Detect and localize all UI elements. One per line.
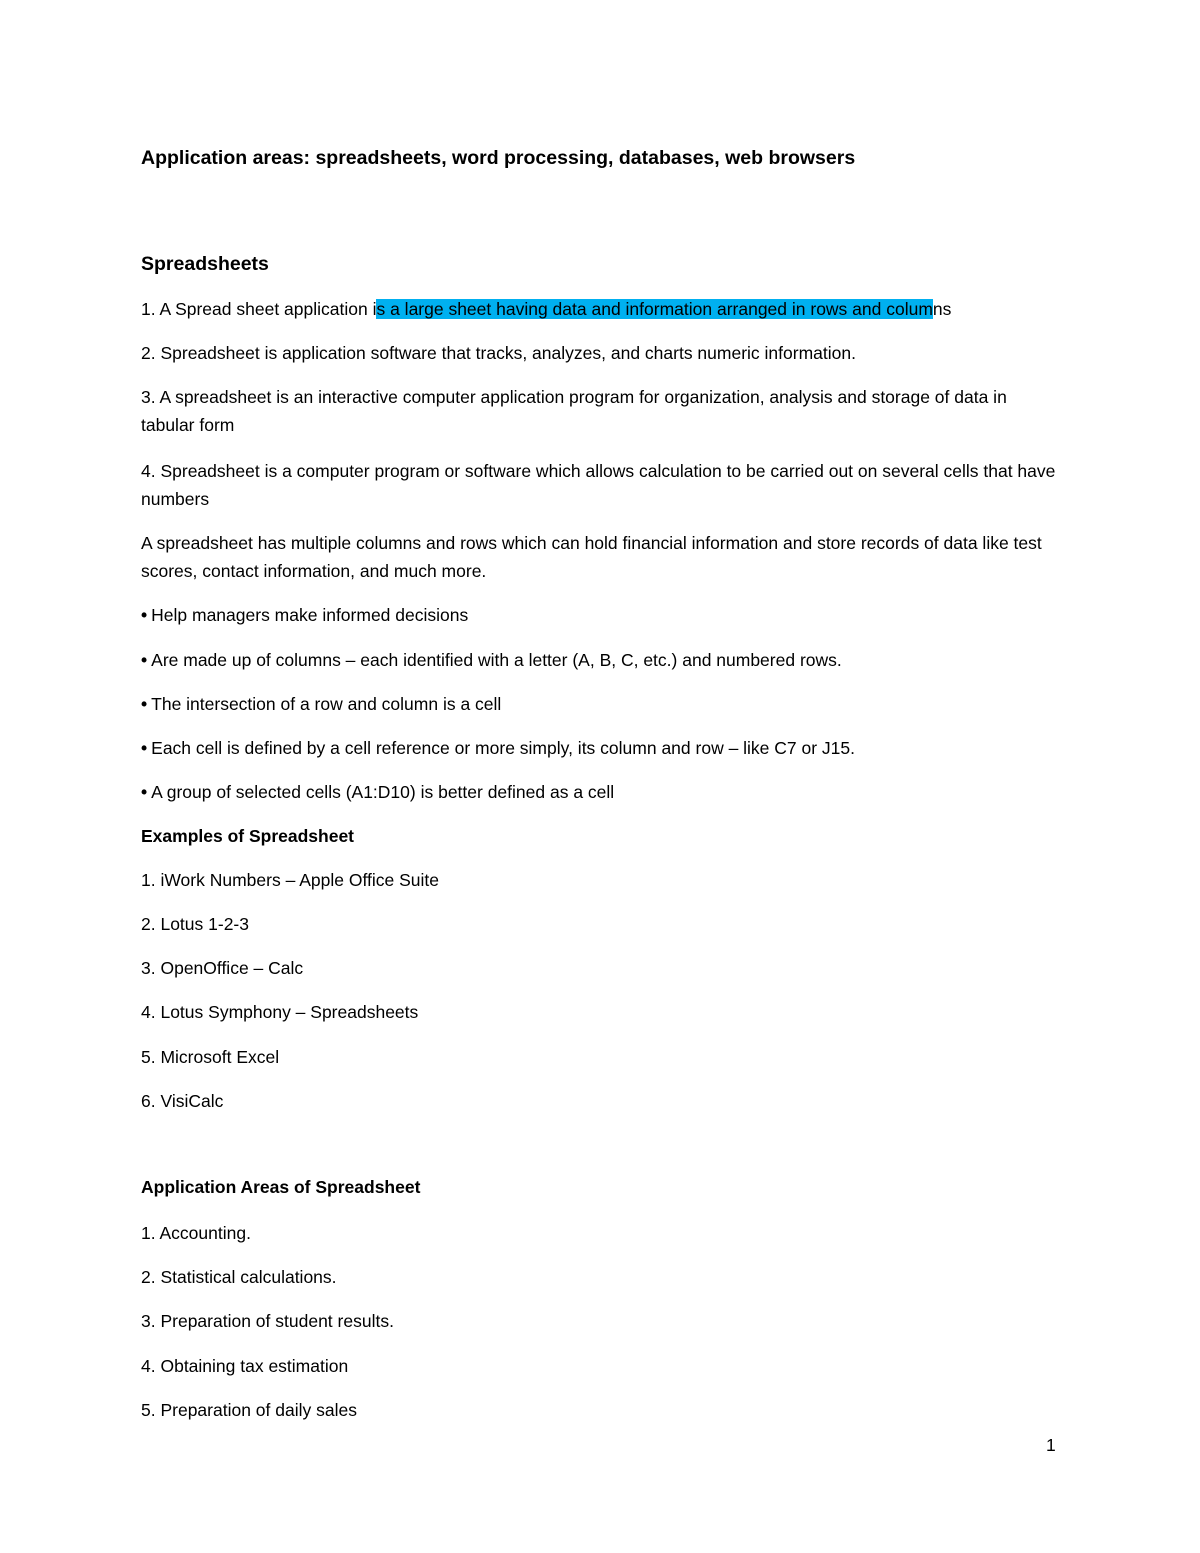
example-text: Microsoft Excel [155,1047,280,1067]
example-number: 2. [141,914,156,934]
document-body [141,145,1061,1424]
section-heading-spreadsheets: Spreadsheets [141,253,269,275]
example-item-1 [141,866,1061,894]
example-item-3 [141,954,1061,982]
example-text: VisiCalc [155,1091,224,1111]
application-area-number: 5. [141,1400,156,1420]
bullet-item-1 [141,601,1061,629]
application-area-text: Obtaining tax estimation [155,1356,349,1376]
bullet-item-4 [141,734,1061,762]
bullet-item-2 [141,646,1061,674]
example-item-2 [141,910,1061,938]
example-number: 4. [141,1002,156,1022]
example-number: 3. [141,958,156,978]
definition-number: 2. [141,343,156,363]
definition-number: 3. [141,387,156,407]
document-title: Application areas: spreadsheets, word processing, databases, web browsers [141,147,856,169]
example-item-5 [141,1043,1061,1071]
application-area-text: Accounting. [155,1223,251,1243]
definition-text: A spreadsheet is an interactive computer application program for organization, analysis and storage of data in tabular form [141,387,1007,435]
bullet-icon: • [141,782,148,802]
page-number: 1 [1046,1435,1056,1455]
bullet-icon: • [141,694,148,714]
definition-number: 4. [141,461,156,481]
example-text: OpenOffice – Calc [155,958,304,978]
definition-3 [141,383,1061,439]
application-area-text: Statistical calculations. [155,1267,337,1287]
application-area-number: 3. [141,1311,156,1331]
definition-1 [141,295,1061,323]
bullet-icon: • [141,605,148,625]
application-area-number: 4. [141,1356,156,1376]
definition-2 [141,339,1061,367]
application-area-text: Preparation of student results. [155,1311,394,1331]
bullet-text: The intersection of a row and column is a cell [151,694,502,714]
example-text: Lotus 1-2-3 [155,914,249,934]
definition-4 [141,457,1061,513]
example-text: iWork Numbers – Apple Office Suite [155,870,439,890]
bullet-icon: • [141,738,148,758]
definition-text: Spreadsheet is application software that tracks, analyzes, and charts numeric information. [155,343,856,363]
bullet-icon: • [141,650,148,670]
bullet-text: Each cell is defined by a cell reference or more simply, its column and row – like C7 or J15. [151,738,856,758]
bullet-text: Help managers make informed decisions [151,605,469,625]
bullet-item-5 [141,778,1061,806]
application-area-item-1 [141,1219,1061,1247]
application-area-number: 1. [141,1223,156,1243]
definition-number: 1. [141,299,156,319]
example-item-6 [141,1087,1061,1115]
definition-text: A Spread sheet application i [155,299,377,319]
bullet-text: A group of selected cells (A1:D10) is better defined as a cell [151,782,615,802]
definition-text: Spreadsheet is a computer program or software which allows calculation to be carried out on several cells that have numbers [141,461,1056,509]
application-area-item-2 [141,1263,1061,1291]
example-number: 1. [141,870,156,890]
application-area-item-4 [141,1352,1061,1380]
application-area-item-5 [141,1396,1061,1424]
application-area-item-3 [141,1307,1061,1335]
examples-heading: Examples of Spreadsheet [141,826,354,846]
bullet-text: Are made up of columns – each identified with a letter (A, B, C, etc.) and numbered rows. [151,650,842,670]
application-areas-heading: Application Areas of Spreadsheet [141,1177,421,1197]
example-text: Lotus Symphony – Spreadsheets [155,1002,419,1022]
application-area-number: 2. [141,1267,156,1287]
highlighted-text: s a large sheet having data and information arranged in rows and colum [376,299,933,319]
bullet-item-3 [141,690,1061,718]
definition-text-end: ns [932,299,952,319]
example-item-4 [141,998,1061,1026]
application-area-text: Preparation of daily sales [155,1400,357,1420]
example-number: 5. [141,1047,156,1067]
summary-paragraph: A spreadsheet has multiple columns and rows which can hold financial information and store records of data like test scores, contact information, and much more. [141,533,1042,581]
example-number: 6. [141,1091,156,1111]
